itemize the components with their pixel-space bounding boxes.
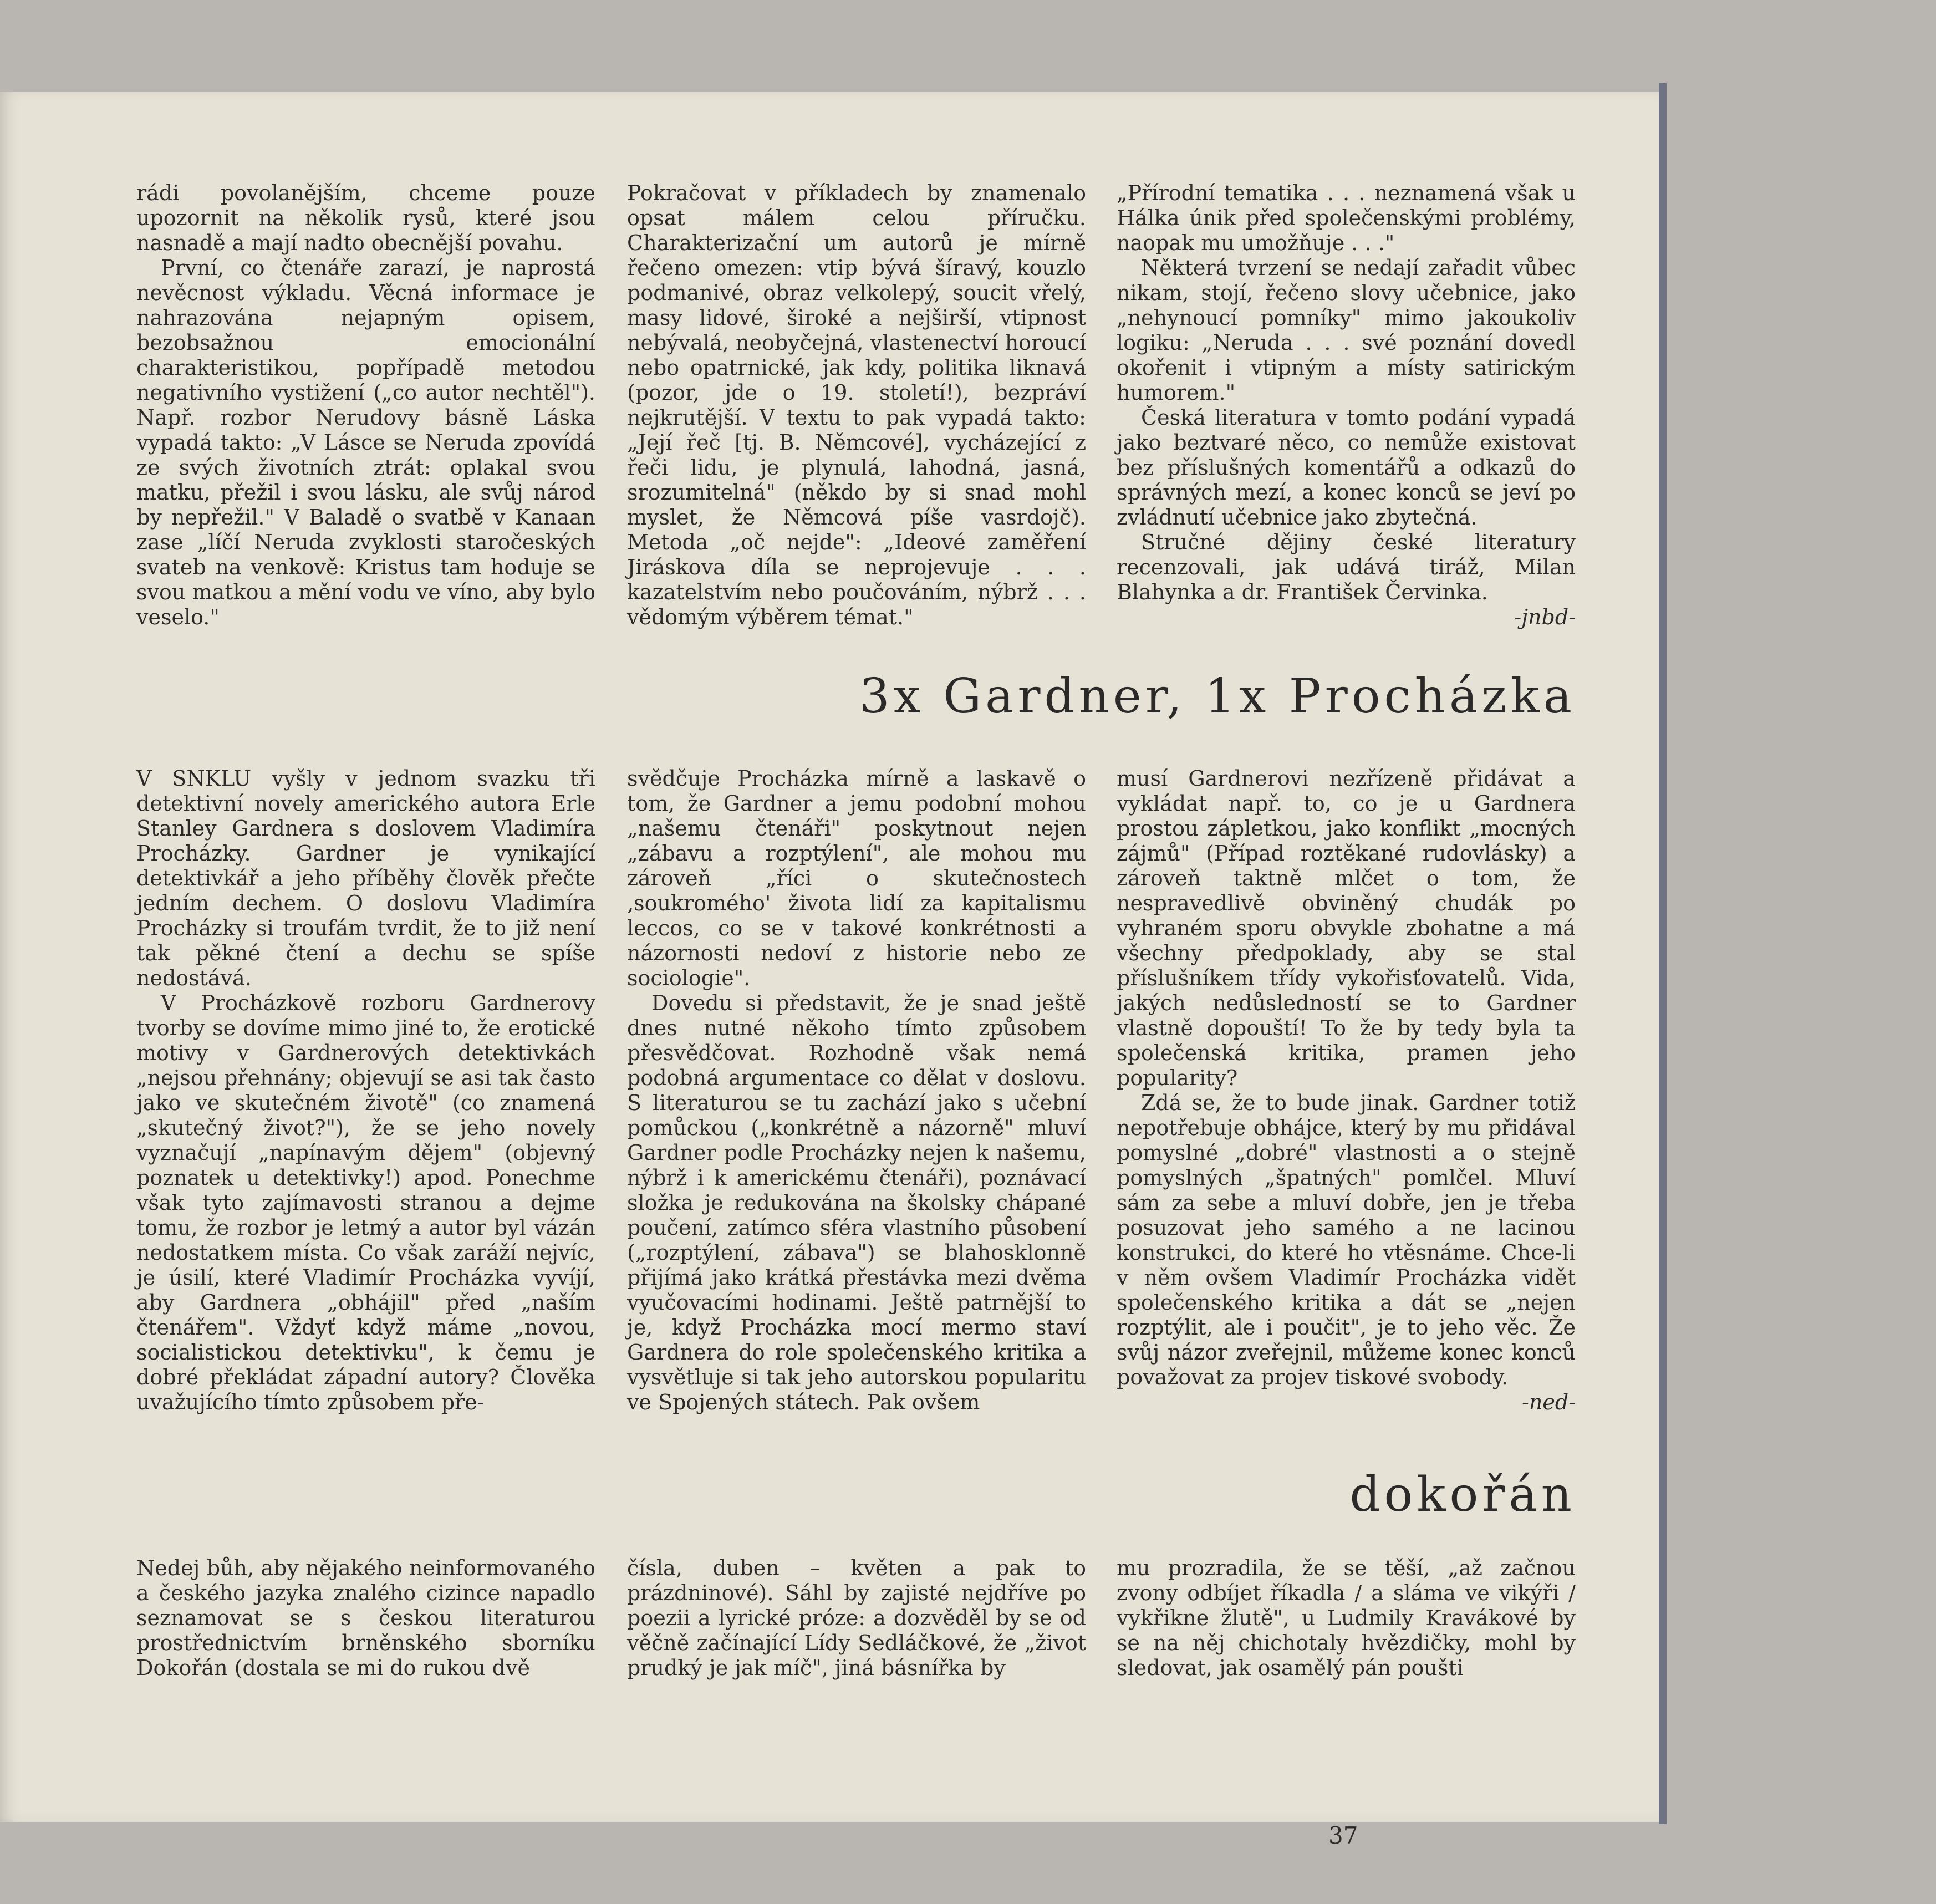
author-signature: -jnbd-: [1514, 605, 1576, 629]
dokoran-column-1: [136, 1556, 595, 1681]
paragraph: Dovedu si představit, že je snad ještě dnes nutné někoho tímto způsobem přesvědčovat. Rozhodně však nemá podobná argumentace co dělat v doslovu. S literaturou se tu zachází jako s učební pomůckou („konkrétně a názorně" mluví Gardner podle Procházky nejen k našemu, nýbrž i k americkému čtenáři), poznávací složka je redukována na školsky chápané poučení, zatímco sféra vlastního působení („rozptýlení, zábava") se blahosklonně přijímá jako krátká přestávka mezi dvěma vyučovacími hodinami. Ještě patrnější to je, když Procházka mocí mermo staví Gardnera do role společenského kritika a vysvětluje si tak jeho autorskou popularitu ve Spojených státech. Pak ovšem: [627, 991, 1086, 1414]
paragraph: rádi povolanějším, chceme pouze upozornit na několik rysů, které jsou nasnadě a mají nadto obecnější povahu.: [136, 181, 595, 255]
page-number: 37: [1328, 1822, 1358, 1849]
paragraph: Stručné dějiny české literatury recenzovali, jak udává tiráž, Milan Blahynka a dr. František Červinka.: [1117, 530, 1576, 604]
dokoran-column-2: [627, 1556, 1086, 1681]
top-column-3: [1117, 181, 1576, 630]
paragraph: V SNKLU vyšly v jednom svazku tři detektivní novely amerického autora Erle Stanley Gardnera s doslovem Vladimíra Procházky. Gardner je vynikající detektivkář a jeho příběhy člověk přečte jedním dechem. O doslovu Vladimíra Procházky si troufám tvrdit, že to již není tak pěkné čtení a dechu se spíše nedostává.: [136, 766, 595, 990]
article-heading-dokoran: dokořán: [1349, 1467, 1576, 1523]
paragraph: musí Gardnerovi nezřízeně přidávat a vykládat např. to, co je u Gardnera prostou zápletkou, jako konflikt „mocných zájmů" (Případ roztěkané rudovlásky) a zároveň taktně mlčet o tom, že nespravedlivě obviněný chudák po vyhraném sporu obvykle zbohatne a má všechny předpoklady, aby se stal příslušníkem třídy vykořisťovatelů. Vida, jakých nedůsledností se to Gardner vlastně dopouští! To že by tedy byla ta společenská kritika, pramen jeho popularity?: [1117, 766, 1576, 1090]
paragraph: První, co čtenáře zarazí, je naprostá nevěcnost výkladu. Věcná informace je nahrazována nejapným opisem, bezobsažnou emocionální charakteristikou, popřípadě metodou negativního vystižení („co autor nechtěl"). Např. rozbor Nerudovy básně Láska vypadá takto: „V Lásce se Neruda zpovídá ze svých životních ztrát: oplakal svou matku, přežil i svou lásku, ale svůj národ by nepřežil." V Baladě o svatbě v Kanaan zase „líčí Neruda zvyklosti staročeských svateb na venkově: Kristus tam hoduje se svou matkou a mění vodu ve víno, aby bylo veselo.": [136, 256, 595, 629]
paragraph: čísla, duben – květen a pak to prázdninové). Sáhl by zajisté nejdříve po poezii a lyrické próze: a dozvěděl by se od věčně začínající Lídy Sedláčkové, že „život prudký je jak míč", jiná básnířka by: [627, 1556, 1086, 1680]
paragraph: Některá tvrzení se nedají zařadit vůbec nikam, stojí, řečeno slovy učebnice, jako „nehynoucí pomníky" mimo jakoukoliv logiku: „Neruda . . . své poznání dovedl okořenit i vtipným a místy satirickým humorem.": [1117, 256, 1576, 405]
paragraph: mu prozradila, že se těší, „až začnou zvony odbíjet říkadla / a sláma ve vikýři / vykřikne žlutě", u Ludmily Kravákové by se na něj chichotaly hvězdičky, mohl by sledovat, jak osamělý pán poušti: [1117, 1556, 1576, 1680]
gardner-column-1: [136, 766, 595, 1415]
top-column-1: [136, 181, 595, 630]
paragraph: svědčuje Procházka mírně a laskavě o tom, že Gardner a jemu podobní mohou „našemu čtenáři" poskytnout nejen „zábavu a rozptýlení", ale mohou mu zároveň „říci o skutečnostech ‚soukromého' života lidí za kapitalismu leccos, co se v takové konkrétnosti a názornosti nedoví z historie nebo ze sociologie".: [627, 766, 1086, 990]
dokoran-column-3: [1117, 1556, 1576, 1681]
author-signature: -ned-: [1522, 1390, 1576, 1414]
gardner-column-2: [627, 766, 1086, 1415]
paragraph: Česká literatura v tomto podání vypadá jako beztvaré něco, co nemůže existovat bez příslušných komentářů a odkazů do správných mezí, a konec konců se jeví po zvládnutí učebnice jako zbytečná.: [1117, 405, 1576, 530]
top-column-2: [627, 181, 1086, 630]
paragraph: Nedej bůh, aby nějakého neinformovaného a českého jazyka znalého cizince napadlo seznamovat se s českou literaturou prostřednictvím brněnského sborníku Dokořán (dostala se mi do rukou dvě: [136, 1556, 595, 1680]
paragraph: V Procházkově rozboru Gardnerovy tvorby se dovíme mimo jiné to, že erotické motivy v Gardnerových detektivkách „nejsou přehnány; objevují se asi tak často jako ve skutečném životě" (co znamená „skutečný život?"), že se jeho novely vyznačují „napínavým dějem" (objevný poznatek u detektivky!) apod. Ponechme však tyto zajímavosti stranou a dejme tomu, že rozbor je letmý a autor byl vázán nedostatkem místa. Co však zaráží nejvíc, je úsilí, které Vladimír Procházka vyvíjí, aby Gardnera „obhájil" před „naším čtenářem". Vždyť když máme „novou, socialistickou detektivku", k čemu je dobré překládat západní autory? Člověka uvažujícího tímto způsobem pře-: [136, 991, 595, 1414]
article-heading-gardner: 3x Gardner, 1x Procházka: [859, 669, 1576, 724]
magazine-page: [0, 92, 1659, 1849]
paragraph: Pokračovat v příkladech by znamenalo opsat málem celou příručku. Charakterizační um autorů je mírně řečeno omezen: vtip bývá šíravý, kouzlo podmanivé, obraz velkolepý, soucit vřelý, masy lidové, široké a nejširší, vtipnost nebývalá, neobyčejná, vlastenectví horoucí nebo opatrnické, jak kdy, politika liknavá (pozor, jde o 19. století!), bezpráví nejkrutější. V textu to pak vypadá takto: „Její řeč [tj. B. Němcové], vycházející z řeči lidu, je plynulá, lahodná, jasná, srozumitelná" (někdo by si snad mohl myslet, že Němcová píše vasrdojč). Metoda „oč nejde": „Ideové zaměření Jiráskova díla se neprojevuje . . . kazatelstvím nebo poučováním, nýbrž . . . vědomým výběrem témat.": [627, 181, 1086, 629]
paragraph: Zdá se, že to bude jinak. Gardner totiž nepotřebuje obhájce, který by mu přidával pomyslné „dobré" vlastnosti a o stejně pomyslných „špatných" pomlčel. Mluví sám za sebe a mluví dobře, jen je třeba posuzovat jeho samého a ne lacinou konstrukci, do které ho vtěsnáme. Chce-li v něm ovšem Vladimír Procházka vidět společenského kritika a dát se „nejen rozptýlit, ale i poučit", je to jeho věc. Že svůj názor zveřejnil, můžeme konec konců považovat za projev tiskové svobody.: [1117, 1091, 1576, 1389]
paragraph: „Přírodní tematika . . . neznamená však u Hálka únik před společenskými problémy, naopak mu umožňuje . . .": [1117, 181, 1576, 255]
gardner-column-3: [1117, 766, 1576, 1415]
book-spine-edge: [1659, 83, 1667, 1824]
